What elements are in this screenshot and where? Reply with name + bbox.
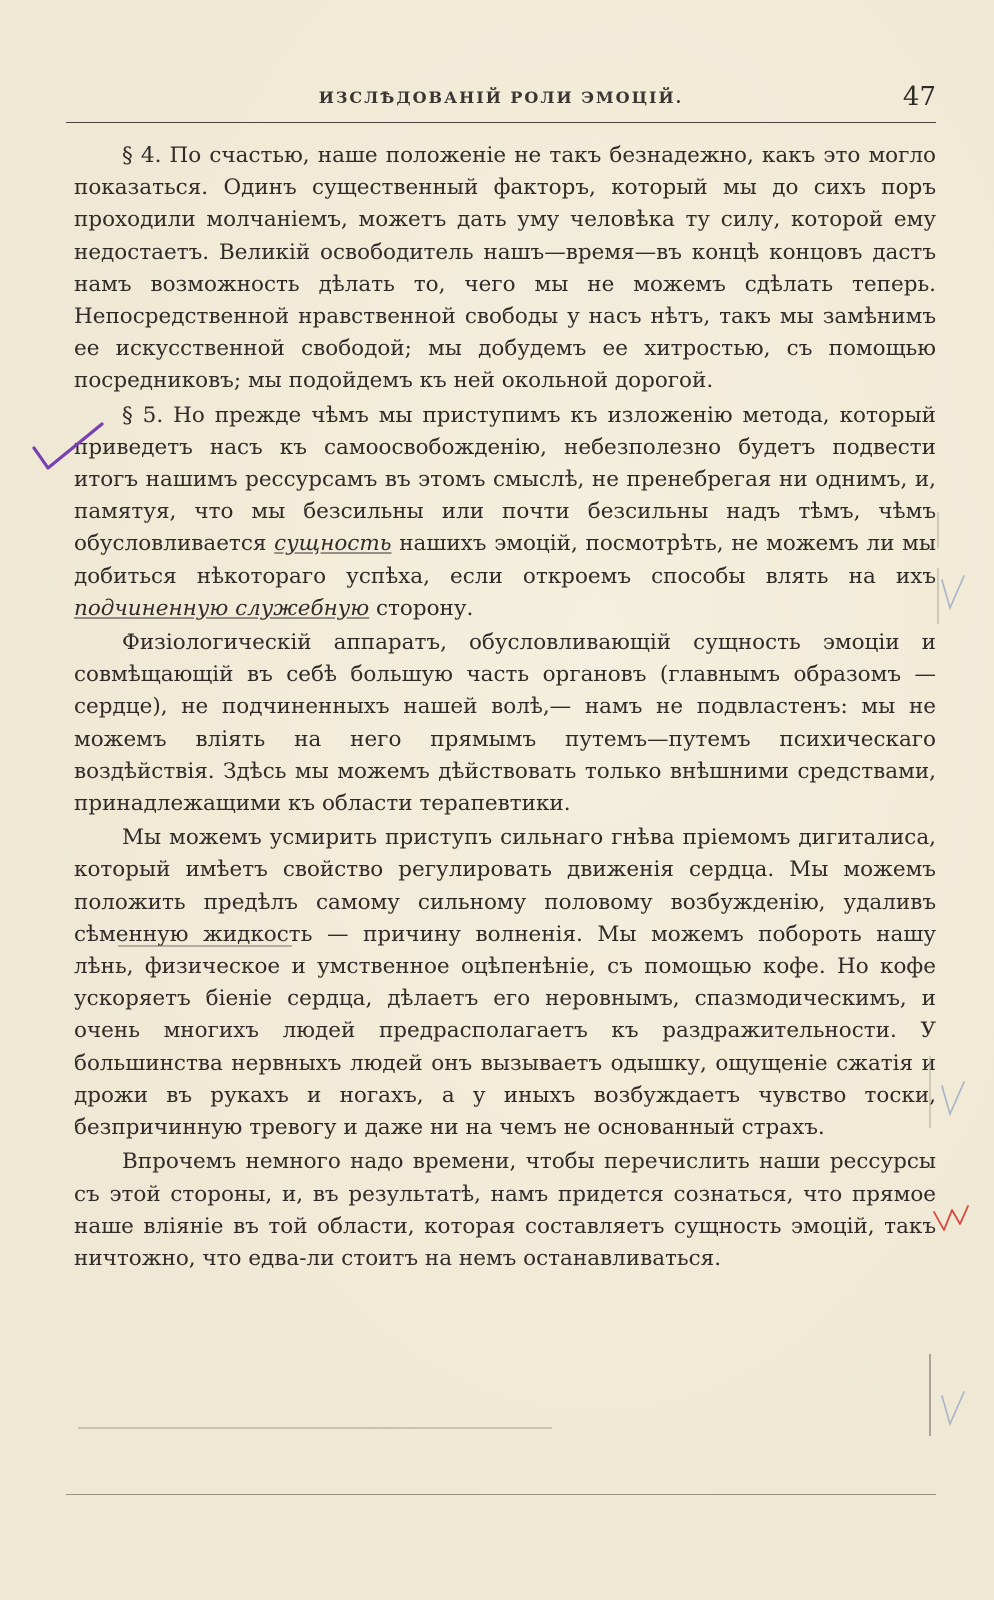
running-head: ИЗСЛѢДОВАНІЙ РОЛИ ЭМОЦІЙ. bbox=[318, 88, 684, 107]
pencil-checkmark-icon bbox=[938, 1388, 968, 1432]
footer-rule bbox=[66, 1494, 936, 1495]
underlined-italic-term: подчиненную служебную bbox=[74, 595, 370, 621]
pencil-checkmark-icon bbox=[938, 572, 968, 616]
paragraph-text: нашихъ эмоцій, посмотрѣть, не можемъ ли мы добиться нѣкотораго успѣха, если откроемъ способы влять на ихъ bbox=[74, 531, 936, 589]
page-body bbox=[74, 140, 936, 1277]
pencil-checkmark-icon bbox=[938, 1078, 968, 1122]
paragraph-section-5 bbox=[74, 400, 936, 625]
margin-line-icon bbox=[926, 1052, 934, 1132]
margin-line-icon bbox=[934, 508, 942, 628]
pencil-underline-icon bbox=[76, 1424, 556, 1432]
paragraph-conclusion: Впрочемъ немного надо времени, чтобы перечислить наши рессурсы съ этой стороны, и, въ результатѣ, намъ придется сознаться, что прямое наше вліяніе въ той области, которая составляетъ сущность эмоцій, такъ ничтожно, что едва-ли стоитъ на немъ останавливаться. bbox=[74, 1149, 936, 1271]
paragraph-section-4: § 4. По счастью, наше положеніе не такъ безнадежно, какъ это могло показаться. Одинъ существенный факторъ, который мы до сихъ поръ проходили молчаніемъ, можетъ дать уму человѣка ту силу, которой ему недостаетъ. Великій освободитель нашъ—время—въ концѣ концовъ дастъ намъ возможность дѣлать то, чего мы не можемъ сдѣлать теперь. Непосредственной нравственной свободы у насъ нѣтъ, такъ мы замѣнимъ ее искусственной свободой; мы добудемъ ее хитростью, съ помощью посредниковъ; мы подойдемъ къ ней окольной дорогой. bbox=[74, 143, 936, 394]
pencil-underline-icon bbox=[116, 942, 296, 950]
red-checkmark-icon bbox=[930, 1198, 970, 1238]
page-number: 47 bbox=[902, 82, 936, 112]
paragraph-text: § 5. Но прежде чѣмъ мы приступимъ къ изложенію метода, который приведетъ насъ къ самоосвобожденію, небезполезно будетъ подвести итогъ нашимъ рессурсамъ въ этомъ смыслѣ, не пренебрегая ни однимъ, и, памятуя, что мы безсильны или почти безсильны надъ тѣмъ, чѣмъ обусловливается bbox=[74, 402, 936, 557]
paragraph-text: сторону. bbox=[369, 595, 474, 621]
paragraph-physiology: Физіологическій аппаратъ, обусловливающій сущность эмоціи и совмѣщающій въ себѣ большую часть органовъ (главнымъ образомъ — сердце), не подчиненныхъ нашей волѣ,— намъ не подвластенъ: мы не можемъ вліять на него прямымъ путемъ—путемъ психическаго воздѣйствія. Здѣсь мы можемъ дѣйствовать только внѣшними средствами, принадлежащими къ области терапевтики. bbox=[74, 630, 936, 817]
margin-line-icon bbox=[926, 1350, 934, 1440]
paragraph-remedies: Мы можемъ усмирить приступъ сильнаго гнѣва пріемомъ дигиталиса, который имѣетъ свойство регулировать движенія сердца. Мы можемъ положить предѣлъ самому сильному половому возбужденію, удаливъ сѣменную жидкость — причину волненія. Мы можемъ побороть нашу лѣнь, физическое и умственное оцѣпенѣніе, съ помощью кофе. Но кофе ускоряетъ біеніе сердца, дѣлаетъ его неровнымъ, спазмодическимъ, и очень многихъ людей предрасполагаетъ къ раздражительности. У большинства нервныхъ людей онъ вызываетъ одышку, ощущеніе сжатія и дрожи въ рукахъ и ногахъ, а у иныхъ возбуждаетъ чувство тоски, безпричинную тревогу и даже ни на чемъ не основанный страхъ. bbox=[74, 825, 936, 1141]
purple-checkmark-icon bbox=[28, 418, 108, 474]
underlined-italic-term: сущность bbox=[274, 531, 392, 557]
page-header bbox=[66, 82, 936, 123]
